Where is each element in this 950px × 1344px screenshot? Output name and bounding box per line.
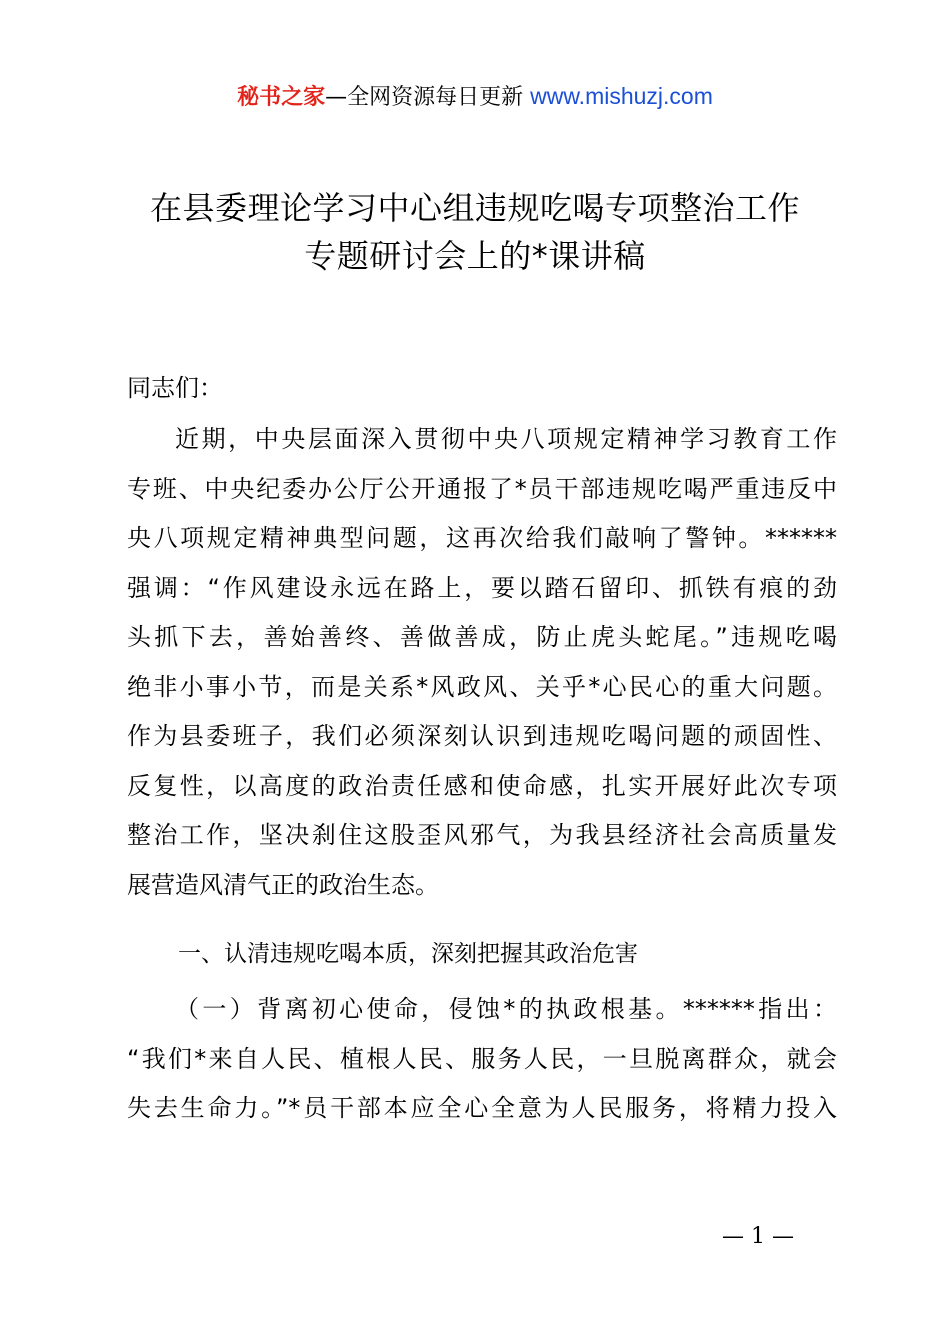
paragraph-line: 绝非小事小节，而是关系*风政风、关乎*心民心的重大问题。 — [127, 672, 837, 701]
paragraph-line: 作为县委班子，我们必须深刻认识到违规吃喝问题的顽固性、 — [127, 722, 837, 750]
header-tagline: —全网资源每日更新 — [325, 85, 524, 110]
paragraph-line: 展营造风清气正的政治生态。 — [127, 870, 439, 899]
site-header — [0, 80, 950, 114]
paragraph-line: 反复性，以高度的政治责任感和使命感，扎实开展好此次专项 — [127, 771, 837, 800]
paragraph-line: 近期，中央层面深入贯彻中央八项规定精神学习教育工作 — [175, 425, 837, 453]
salutation: 同志们： — [127, 374, 223, 402]
page-number: — 1 — — [722, 1224, 794, 1249]
paragraph-line: 央八项规定精神典型问题，这再次给我们敲响了警钟。****** — [127, 524, 837, 552]
paragraph-section-1 — [127, 985, 837, 1134]
paragraph-intro — [127, 415, 837, 910]
paragraph-line: 强调：“作风建设永远在路上，要以踏石留印、抓铁有痕的劲 — [127, 573, 837, 602]
paragraph-line: 失去生命力。”*员干部本应全心全意为人民服务，将精力投入 — [127, 1094, 837, 1122]
brand-name: 秘书之家 — [237, 85, 326, 110]
paragraph-line: （一）背离初心使命，侵蚀*的执政根基。******指出： — [175, 995, 837, 1023]
paragraph-line: 专班、中央纪委办公厅公开通报了*员干部违规吃喝严重违反中 — [127, 474, 837, 503]
paragraph-line: 头抓下去，善始善终、善做善成，防止虎头蛇尾。”违规吃喝 — [127, 623, 837, 651]
section-heading: 一、认清违规吃喝本质，深刻把握其政治危害 — [178, 941, 638, 967]
header-url-link[interactable]: www.mishuzj.com — [530, 83, 713, 109]
title-line-1: 在县委理论学习中心组违规吃喝专项整治工作 — [149, 189, 800, 227]
title-line-2: 专题研讨会上的*课讲稿 — [304, 237, 646, 275]
document-title — [0, 184, 950, 280]
paragraph-line: 整治工作，坚决刹住这股歪风邪气，为我县经济社会高质量发 — [127, 821, 837, 849]
paragraph-line: “我们*来自人民、植根人民、服务人民，一旦脱离群众，就会 — [127, 1044, 837, 1073]
